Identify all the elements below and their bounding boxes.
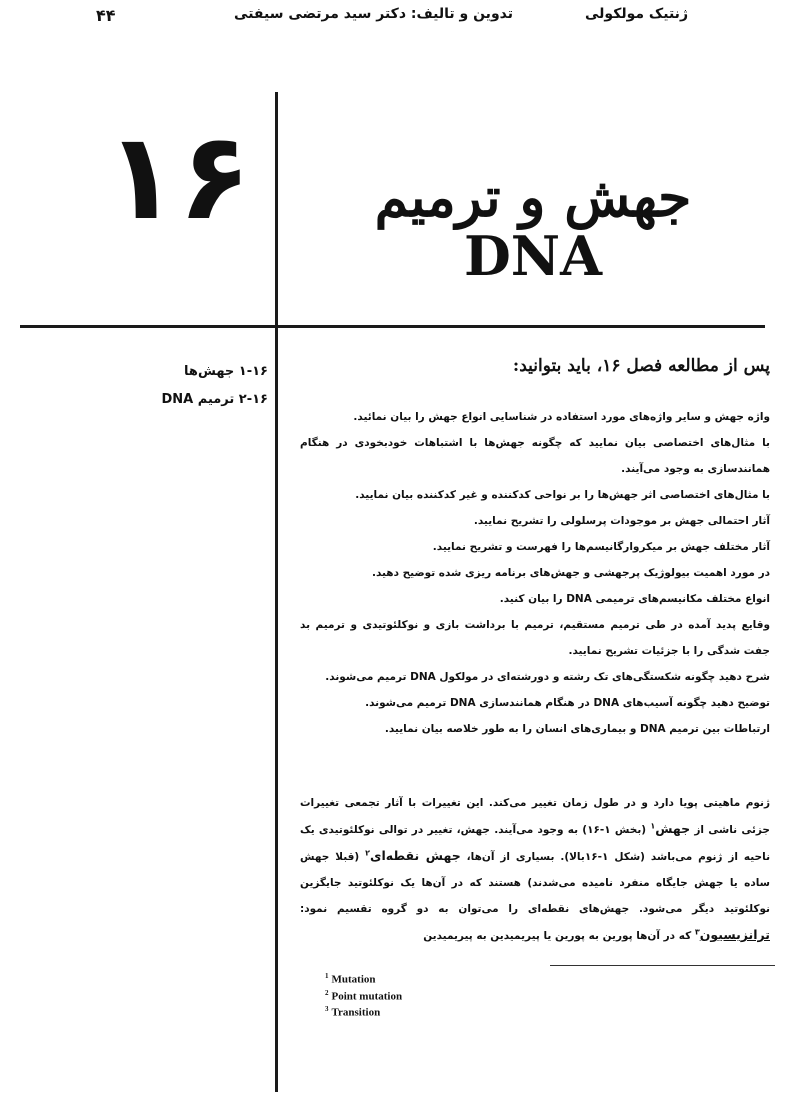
page-number: ۴۴ <box>96 6 116 25</box>
section-item: ۲-۱۶ ترمیم DNA <box>161 392 268 407</box>
footnote-number: 3 <box>325 1005 329 1014</box>
footnote-text: Point mutation <box>331 990 403 1003</box>
body-text-part: (بخش ۱-۱۶) به وجود می‌آیند. جهش، تغییر در توالی نوکلئوتیدی یک ناحیه از ژنوم می‌باشد (شکل ۱-۱۶بالا). بسیاری از آن‌ها، <box>300 824 771 863</box>
footnote <box>325 970 525 987</box>
objective-item: توضیح دهید چگونه آسیب‌های DNA در هنگام همانندسازی DNA ترمیم می‌شوند. <box>365 697 770 709</box>
footnote-number: 2 <box>325 988 329 997</box>
objective-item: شرح دهید چگونه شکستگی‌های تک رشته و دورشته‌ای در مولکول DNA ترمیم می‌شوند. <box>325 671 770 683</box>
horizontal-rule <box>20 325 765 328</box>
footnote-text: Mutation <box>331 973 376 986</box>
vertical-rule <box>275 92 278 1092</box>
chapter-title: جهش و ترمیم DNA <box>374 165 692 289</box>
objective-item: با مثال‌های اختصاصی اثر جهش‌ها را بر نواحی کدکننده و غیر کدکننده بیان نمایید. <box>355 489 770 501</box>
footnote-number: 1 <box>325 972 329 980</box>
objective-item: آثار احتمالی جهش بر موجودات پرسلولی را تشریح نمایید. <box>473 515 770 527</box>
body-paragraph <box>300 790 770 949</box>
body-text-part: (قبلا جهش ساده یا جهش جایگاه منفرد نامیده می‌شدند) هستند که در آن‌ها یک نوکلئوتید جایگزین نوکلئوتید دیگر می‌شود. جهش‌های نقطه‌ای را می‌توان به دو گروه تقسیم نمود: <box>300 851 770 915</box>
term-transition: ترانزیسیون <box>699 927 770 942</box>
footnote-ref: ۲ <box>365 848 370 858</box>
footnote <box>325 1003 525 1020</box>
footnote-ref: ۳ <box>694 927 700 937</box>
objective-item: ارتباطات بین ترمیم DNA و بیماری‌های انسان را به طور خلاصه بیان نمایید. <box>384 723 770 735</box>
objective-item: انواع مختلف مکانیسم‌های ترمیمی DNA را بیان کنید. <box>499 593 770 605</box>
footnote-ref: ۱ <box>650 821 656 831</box>
term-mutation: جهش <box>655 821 691 836</box>
footnotes <box>325 970 525 1020</box>
section-list <box>130 358 268 414</box>
section-item: ۱-۱۶ جهش‌ها <box>184 364 268 379</box>
objective-item: آثار مختلف جهش بر میکروارگانیسم‌ها را فهرست و تشریح نمایید. <box>432 541 770 553</box>
objective-item: با مثال‌های اختصاصی بیان نمایید که چگونه جهش‌ها با اشتباهات خودبخودی در هنگام همانندسازی به وجود می‌آیند. <box>300 437 770 475</box>
footnote <box>325 987 525 1004</box>
book-title: ژنتیک مولکولی <box>585 6 688 22</box>
objective-item: وقایع پدید آمده در طی ترمیم مستقیم، ترمیم با برداشت بازی و نوکلئوتیدی و ترمیم بد جفت شدگی را با جزئیات تشریح نمایید. <box>300 619 770 657</box>
body-text-part: که در آن‌ها پورین به پورین یا پیریمیدین به پیریمیدین <box>423 930 692 942</box>
footnote-text: Transition <box>331 1006 381 1019</box>
footnote-rule <box>550 965 775 966</box>
author-line: تدوین و تالیف: دکتر سید مرتضی سیفتی <box>234 6 513 22</box>
objectives-list <box>300 404 770 742</box>
body-text-part: ژنوم ماهیتی پویا دارد و در طول زمان تغییر می‌کند. این تغییرات با آثار تجمعی تغییرات جزئی ناشی از <box>300 797 770 836</box>
objective-item: واژه جهش و سایر واژه‌های مورد استفاده در شناسایی انواع جهش را بیان نمائید. <box>353 411 770 423</box>
term-point-mutation: جهش نقطه‌ای <box>370 848 461 863</box>
chapter-number: ۱۶ <box>104 108 252 247</box>
objective-item: در مورد اهمیت بیولوژیک پرجهشی و جهش‌های برنامه ریزی شده توضیح دهید. <box>371 567 770 579</box>
objectives-heading: پس از مطالعه فصل ۱۶، باید بتوانید: <box>512 356 770 376</box>
